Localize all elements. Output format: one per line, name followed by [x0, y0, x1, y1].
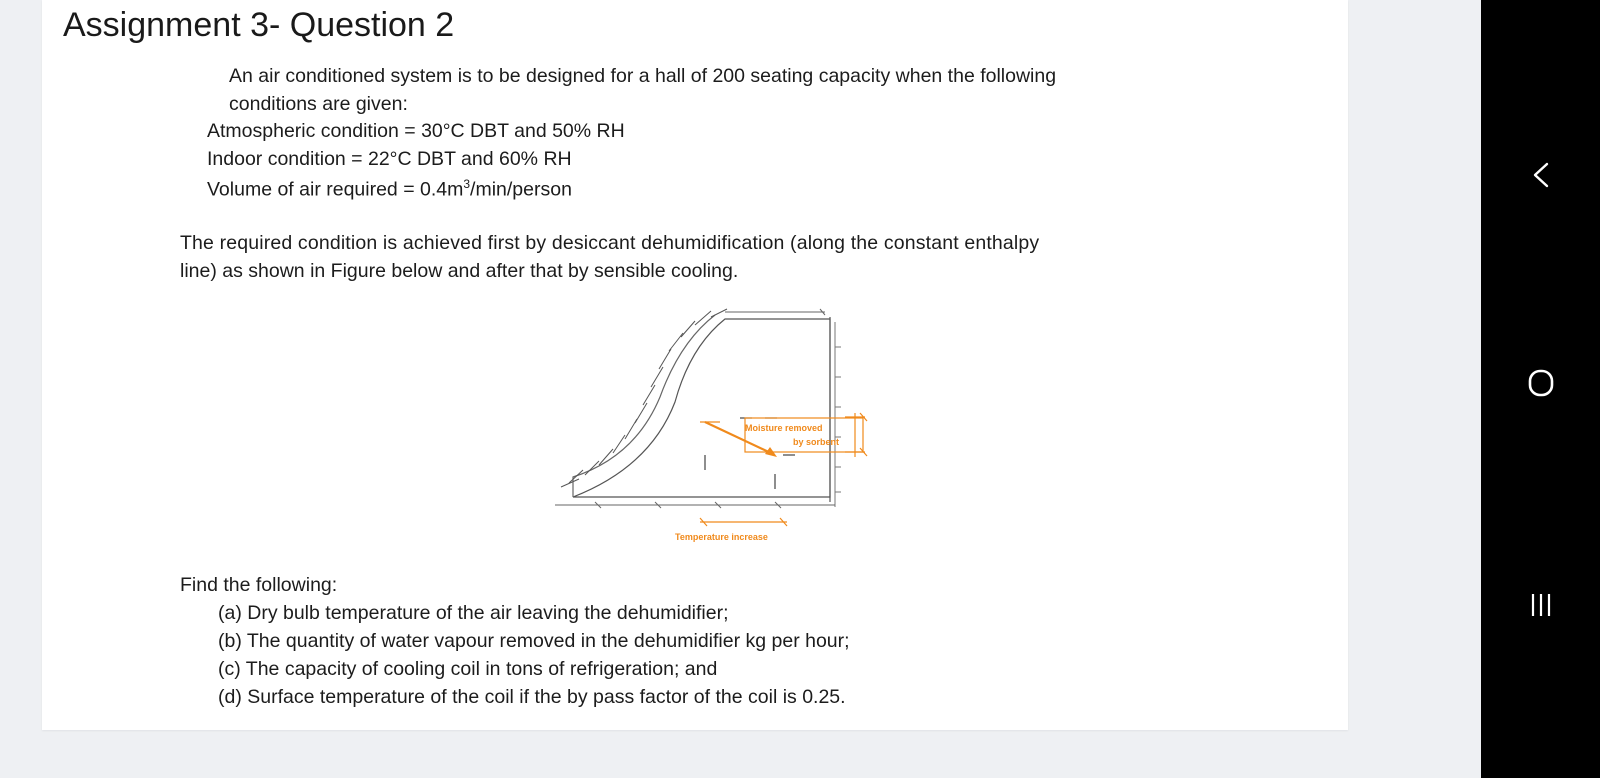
intro-line-2: conditions are given:: [229, 93, 408, 115]
paragraph-line-2: line) as shown in Figure below and after that by sensible cooling.: [180, 260, 739, 282]
indoor-condition: Indoor condition = 22°C DBT and 60% RH: [207, 148, 572, 170]
volume-text: Volume of air required = 0.4m: [207, 178, 464, 201]
question-c: (c) The capacity of cooling coil in tons of refrigeration; and: [218, 658, 718, 680]
find-heading: Find the following:: [180, 574, 338, 596]
atmospheric-condition: Atmospheric condition = 30°C DBT and 50% RH: [207, 120, 625, 142]
recent-apps-icon: [1528, 591, 1554, 619]
volume-required: [207, 178, 572, 200]
moisture-label-2: by sorbent: [793, 437, 840, 447]
top-ticks: [725, 309, 825, 315]
home-button[interactable]: [1481, 358, 1600, 408]
moisture-label-1: Moisture removed: [745, 423, 823, 433]
question-b: (b) The quantity of water vapour removed in the dehumidifier kg per hour;: [218, 630, 850, 652]
question-a: (a) Dry bulb temperature of the air leaving the dehumidifier;: [218, 602, 729, 624]
chevron-left-icon: [1529, 160, 1553, 190]
navigation-bar: [1481, 0, 1600, 778]
paragraph-line-1: The required condition is achieved first by desiccant dehumidification (along the constant enthalpy: [180, 232, 1040, 254]
temperature-arrow: [700, 518, 787, 526]
psychrometric-figure: [555, 307, 885, 552]
right-scale-ticks: [835, 322, 841, 507]
page-title: Assignment 3- Question 2: [63, 6, 455, 44]
home-circle-icon: [1526, 368, 1556, 398]
bottom-ticks: [555, 502, 835, 508]
question-d: (d) Surface temperature of the coil if the by pass factor of the coil is 0.25.: [218, 686, 846, 708]
intro-line-1: An air conditioned system is to be designed for a hall of 200 seating capacity when the following: [229, 65, 1057, 87]
temperature-label: Temperature increase: [675, 532, 768, 542]
volume-unit: /min/person: [470, 178, 572, 201]
saturation-hatch: [561, 309, 727, 487]
recent-apps-button[interactable]: [1481, 580, 1600, 630]
chart-outline: [573, 315, 830, 502]
volume-superscript: 3: [463, 177, 471, 191]
back-button[interactable]: [1481, 150, 1600, 200]
